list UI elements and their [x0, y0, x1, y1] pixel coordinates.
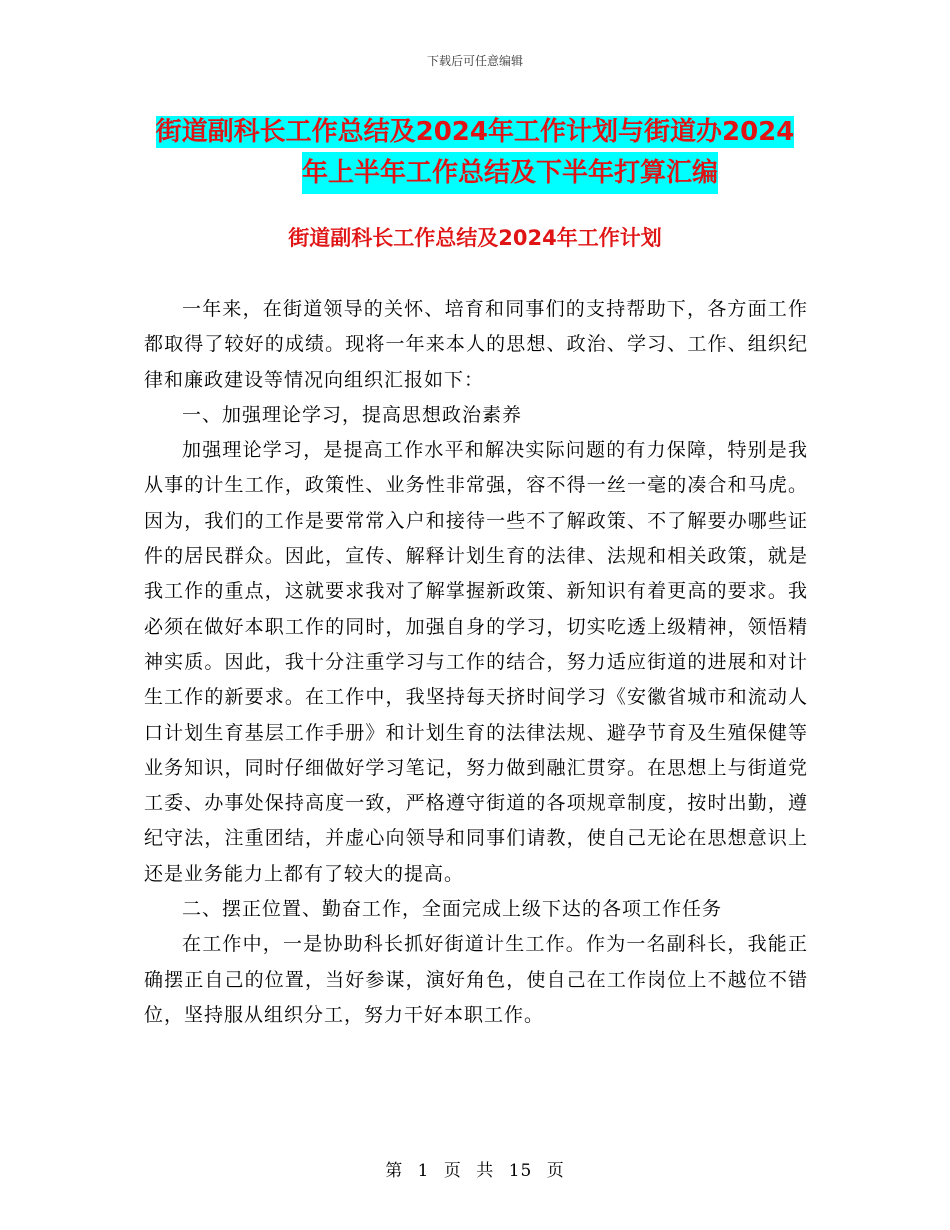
- document-title: [0, 112, 950, 194]
- footer-page-number: 1: [417, 1161, 430, 1181]
- document-title-line2: 年上半年工作总结及下半年打算汇编: [302, 152, 718, 194]
- document-body: [144, 292, 808, 1033]
- footer-page-label: 第: [385, 1161, 404, 1181]
- footer-total-pages: 15: [508, 1161, 533, 1181]
- page-footer: [0, 1156, 950, 1181]
- paragraph-intro: 一年来，在街道领导的关怀、培育和同事们的支持帮助下，各方面工作都取得了较好的成绩。现将一年来本人的思想、政治、学习、工作、组织纪律和廉政建设等情况向组织汇报如下：: [144, 298, 808, 391]
- section-title: 街道副科长工作总结及2024年工作计划: [288, 226, 662, 250]
- heading-section-1: 一、加强理论学习，提高思想政治素养: [182, 403, 523, 426]
- footer-total-label: 共: [476, 1161, 495, 1181]
- header-note: 下载后可任意编辑: [426, 54, 523, 68]
- paragraph-section-1: 加强理论学习，是提高工作水平和解决实际问题的有力保障，特别是我从事的计生工作，政策性、业务性非常强，容不得一丝一毫的凑合和马虎。因为，我们的工作是要常常入户和接待一些不了解政策、不了解要办哪些证件的居民群众。因此，宣传、解释计划生育的法律、法规和相关政策，就是我工作的重点，这就要求我对了解掌握新政策、新知识有着更高的要求。我必须在做好本职工作的同时，加强自身的学习，切实吃透上级精神，领悟精神实质。因此，我十分注重学习与工作的结合，努力适应街道的进展和对计生工作的新要求。在工作中，我坚持每天挤时间学习《安徽省城市和流动人口计划生育基层工作手册》和计划生育的法律法规、避孕节育及生殖保健等业务知识，同时仔细做好学习笔记，努力做到融汇贯穿。在思想上与街道党工委、办事处保持高度一致，严格遵守街道的各项规章制度，按时出勤，遵纪守法，注重团结，并虚心向领导和同事们请教，使自己无论在思想意识上还是业务能力上都有了较大的提高。: [144, 439, 808, 885]
- paragraph-section-2: 在工作中，一是协助科长抓好街道计生工作。作为一名副科长，我能正确摆正自己的位置，当好参谋，演好角色，使自己在工作岗位上不越位不错位，坚持服从组织分工，努力干好本职工作。: [144, 933, 808, 1026]
- footer-page-unit: 页: [443, 1161, 462, 1181]
- document-title-line1: 街道副科长工作总结及2024年工作计划与街道办2024: [155, 117, 795, 147]
- footer-total-unit: 页: [546, 1161, 565, 1181]
- heading-section-2: 二、摆正位置、勤奋工作，全面完成上级下达的各项工作任务: [182, 898, 723, 921]
